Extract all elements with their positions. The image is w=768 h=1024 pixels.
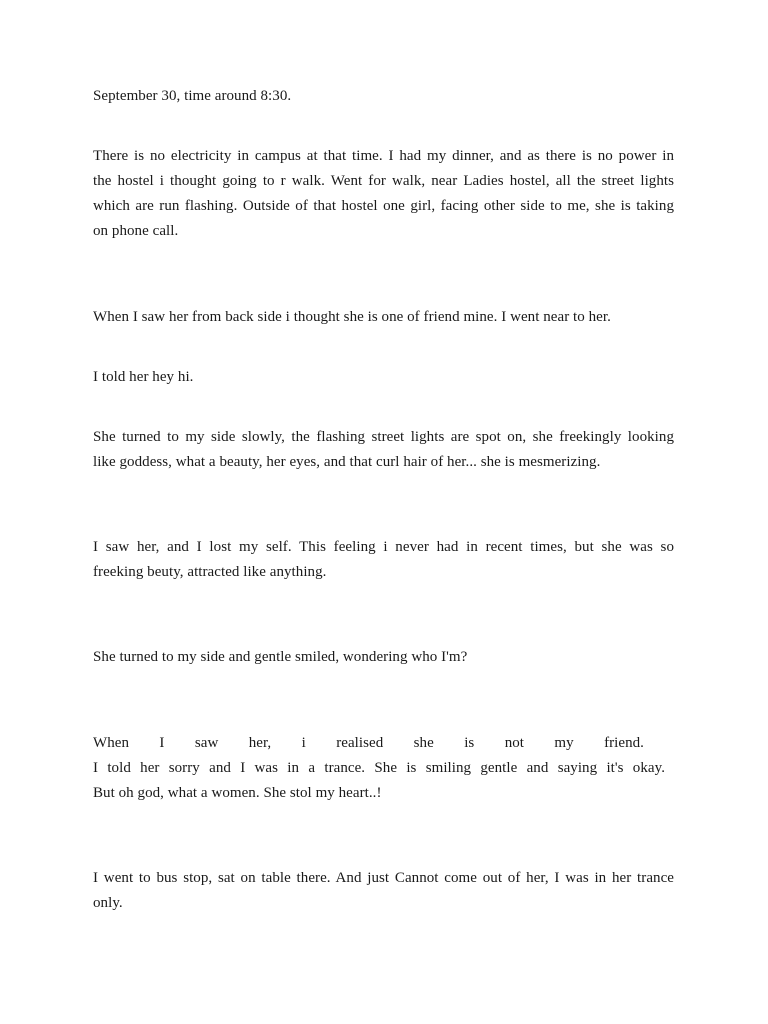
paragraph-line: When I saw her, i realised she is not my friend.	[93, 735, 644, 751]
paragraph-line: freeking beuty, attracted like anything.	[93, 564, 327, 580]
paragraph-line: which are run flashing. Outside of that hostel one girl, facing other side to me, she is taking	[93, 198, 674, 214]
paragraph-line: I went to bus stop, sat on table there. And just Cannot come out of her, I was in her trance	[93, 870, 674, 886]
paragraph-line: There is no electricity in campus at that time. I had my dinner, and as there is no power in	[93, 148, 674, 164]
paragraph-line: I told her sorry and I was in a trance. She is smiling gentle and saying it's okay.	[93, 760, 665, 776]
paragraph-line: I saw her, and I lost my self. This feeling i never had in recent times, but she was so	[93, 539, 674, 555]
paragraph-line: only.	[93, 895, 123, 911]
paragraph-line: like goddess, what a beauty, her eyes, and that curl hair of her... she is mesmerizing.	[93, 454, 601, 470]
paragraph-line: When I saw her from back side i thought she is one of friend mine. I went near to her.	[93, 309, 611, 325]
paragraph-line: She turned to my side and gentle smiled, wondering who I'm?	[93, 649, 468, 665]
paragraph-line: She turned to my side slowly, the flashing street lights are spot on, she freekingly looking	[93, 429, 674, 445]
paragraph-line: But oh god, what a women. She stol my heart..!	[93, 785, 382, 801]
paragraph-line: I told her hey hi.	[93, 369, 194, 385]
paragraph-line: on phone call.	[93, 223, 179, 239]
paragraph-line: the hostel i thought going to r walk. Went for walk, near Ladies hostel, all the street lights	[93, 173, 674, 189]
entry-date: September 30, time around 8:30.	[93, 88, 292, 104]
